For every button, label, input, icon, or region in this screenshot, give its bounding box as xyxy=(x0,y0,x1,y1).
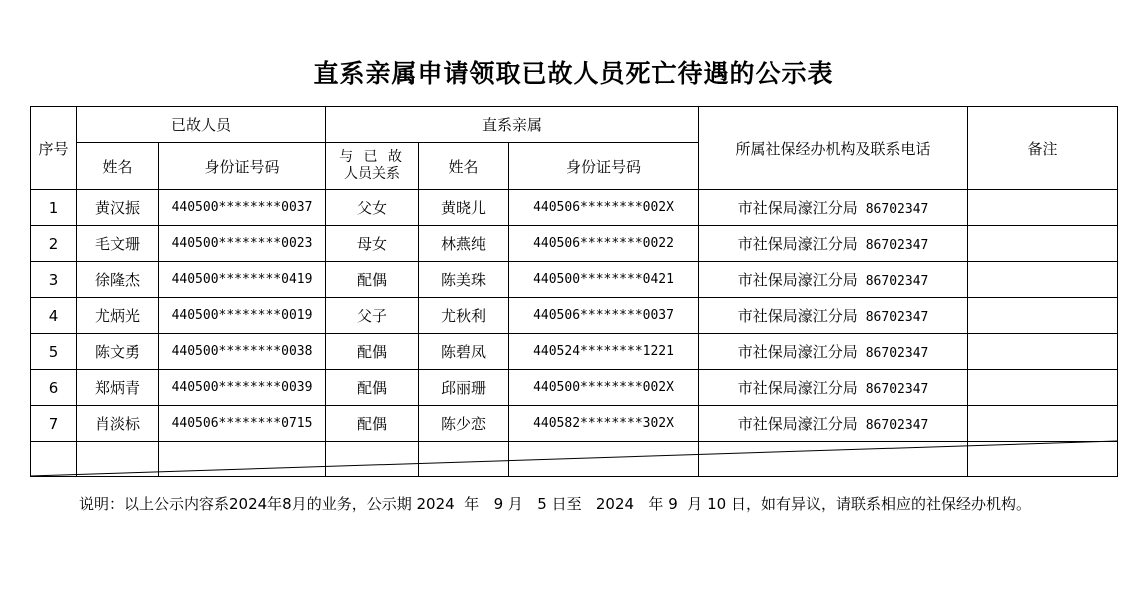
cell-deceased-id: 440500********0038 xyxy=(159,334,326,370)
cell-empty xyxy=(326,442,419,477)
cell-relative-name: 尤秋利 xyxy=(419,298,509,334)
header-org: 所属社保经办机构及联系电话 xyxy=(699,107,968,190)
cell-relative-id: 440500********0421 xyxy=(509,262,699,298)
cell-deceased-name: 尤炳光 xyxy=(77,298,159,334)
cell-relation: 配偶 xyxy=(326,370,419,406)
header-row-group xyxy=(31,107,1118,143)
header-relative-id: 身份证号码 xyxy=(509,143,699,190)
cell-org xyxy=(699,190,968,226)
note-end-year: 2024 xyxy=(595,495,635,513)
cell-org xyxy=(699,298,968,334)
cell-seq: 6 xyxy=(31,370,77,406)
cell-deceased-id: 440500********0419 xyxy=(159,262,326,298)
cell-empty xyxy=(77,442,159,477)
cell-seq: 2 xyxy=(31,226,77,262)
org-name: 市社保局濠江分局 xyxy=(737,199,858,217)
table-row xyxy=(31,370,1118,406)
cell-org xyxy=(699,334,968,370)
cell-relative-id: 440506********0037 xyxy=(509,298,699,334)
cell-deceased-name: 肖淡标 xyxy=(77,406,159,442)
cell-deceased-id: 440500********0037 xyxy=(159,190,326,226)
table-row xyxy=(31,334,1118,370)
note-end-month: 9 xyxy=(668,495,678,513)
cell-relative-name: 林燕纯 xyxy=(419,226,509,262)
header-relation xyxy=(326,143,419,190)
org-name: 市社保局濠江分局 xyxy=(737,271,858,289)
note-end-day: 10 xyxy=(707,495,727,513)
cell-deceased-id: 440500********0039 xyxy=(159,370,326,406)
org-phone: 86702347 xyxy=(865,418,929,433)
cell-deceased-name: 郑炳青 xyxy=(77,370,159,406)
cell-empty xyxy=(159,442,326,477)
header-seq: 序号 xyxy=(31,107,77,190)
note-month-char: 月 xyxy=(507,495,523,513)
table-row xyxy=(31,406,1118,442)
table-row xyxy=(31,226,1118,262)
org-phone: 86702347 xyxy=(865,238,929,253)
cell-relation: 父子 xyxy=(326,298,419,334)
cell-org xyxy=(699,262,968,298)
note-day-to: 日至 xyxy=(551,495,582,513)
cell-relative-id: 440582********302X xyxy=(509,406,699,442)
cell-remarks xyxy=(968,298,1118,334)
cell-relative-id: 440506********0022 xyxy=(509,226,699,262)
org-phone: 86702347 xyxy=(865,382,929,397)
header-relation-line1: 与 已 故 xyxy=(339,149,405,165)
cell-seq: 3 xyxy=(31,262,77,298)
cell-deceased-id: 440506********0715 xyxy=(159,406,326,442)
cell-deceased-name: 黄汉振 xyxy=(77,190,159,226)
org-name: 市社保局濠江分局 xyxy=(737,343,858,361)
cell-seq: 4 xyxy=(31,298,77,334)
note-start-year: 2024 xyxy=(416,495,455,513)
cell-relation: 配偶 xyxy=(326,406,419,442)
cell-remarks xyxy=(968,406,1118,442)
cell-relative-id: 440524********1221 xyxy=(509,334,699,370)
note-year-char-2: 年 xyxy=(648,495,664,513)
cell-relation: 母女 xyxy=(326,226,419,262)
cell-empty xyxy=(699,442,968,477)
org-name: 市社保局濠江分局 xyxy=(737,235,858,253)
roster-table xyxy=(30,106,1118,477)
note-month-char-2: 月 xyxy=(687,495,703,513)
note-year-char: 年 xyxy=(464,495,480,513)
cell-empty xyxy=(509,442,699,477)
org-phone: 86702347 xyxy=(865,202,929,217)
cell-remarks xyxy=(968,334,1118,370)
cell-deceased-name: 毛文珊 xyxy=(77,226,159,262)
page-title: 直系亲属申请领取已故人员死亡待遇的公示表 xyxy=(313,59,834,88)
cell-remarks xyxy=(968,190,1118,226)
table-row xyxy=(31,262,1118,298)
cell-deceased-id: 440500********0023 xyxy=(159,226,326,262)
cell-empty xyxy=(31,442,77,477)
cell-deceased-id: 440500********0019 xyxy=(159,298,326,334)
header-deceased-name: 姓名 xyxy=(77,143,159,190)
cell-seq: 1 xyxy=(31,190,77,226)
cell-relative-id: 440500********002X xyxy=(509,370,699,406)
cell-relation: 配偶 xyxy=(326,262,419,298)
header-deceased-group: 已故人员 xyxy=(77,107,326,143)
cell-relative-name: 邱丽珊 xyxy=(419,370,509,406)
note-start-month: 9 xyxy=(493,495,504,513)
header-deceased-id: 身份证号码 xyxy=(159,143,326,190)
org-phone: 86702347 xyxy=(865,274,929,289)
header-relative-group: 直系亲属 xyxy=(326,107,699,143)
note-start-day: 5 xyxy=(537,495,547,513)
cell-relation: 父女 xyxy=(326,190,419,226)
org-name: 市社保局濠江分局 xyxy=(737,307,858,325)
org-phone: 86702347 xyxy=(865,310,929,325)
cell-remarks xyxy=(968,226,1118,262)
cell-relative-name: 黄晓儿 xyxy=(419,190,509,226)
header-remarks: 备注 xyxy=(968,107,1118,190)
cell-org xyxy=(699,370,968,406)
cell-relative-name: 陈少恋 xyxy=(419,406,509,442)
cell-relative-name: 陈美珠 xyxy=(419,262,509,298)
cell-relative-id: 440506********002X xyxy=(509,190,699,226)
cell-empty xyxy=(968,442,1118,477)
cell-remarks xyxy=(968,370,1118,406)
note-prefix: 说明：以上公示内容系2024年8月的业务，公示期 xyxy=(79,495,412,513)
cell-relative-name: 陈碧凤 xyxy=(419,334,509,370)
cell-seq: 7 xyxy=(31,406,77,442)
cell-empty xyxy=(419,442,509,477)
table-row-empty xyxy=(31,442,1118,477)
cell-deceased-name: 陈文勇 xyxy=(77,334,159,370)
cell-deceased-name: 徐隆杰 xyxy=(77,262,159,298)
header-relative-name: 姓名 xyxy=(419,143,509,190)
table-row xyxy=(31,190,1118,226)
table-row xyxy=(31,298,1118,334)
org-name: 市社保局濠江分局 xyxy=(737,415,858,433)
cell-seq: 5 xyxy=(31,334,77,370)
footnote xyxy=(79,492,1119,516)
note-suffix: 日，如有异议，请联系相应的社保经办机构。 xyxy=(730,495,1031,513)
cell-remarks xyxy=(968,262,1118,298)
org-name: 市社保局濠江分局 xyxy=(737,379,858,397)
header-relation-line2: 人员关系 xyxy=(344,166,401,182)
org-phone: 86702347 xyxy=(865,346,929,361)
cell-relation: 配偶 xyxy=(326,334,419,370)
cell-org xyxy=(699,406,968,442)
cell-org xyxy=(699,226,968,262)
